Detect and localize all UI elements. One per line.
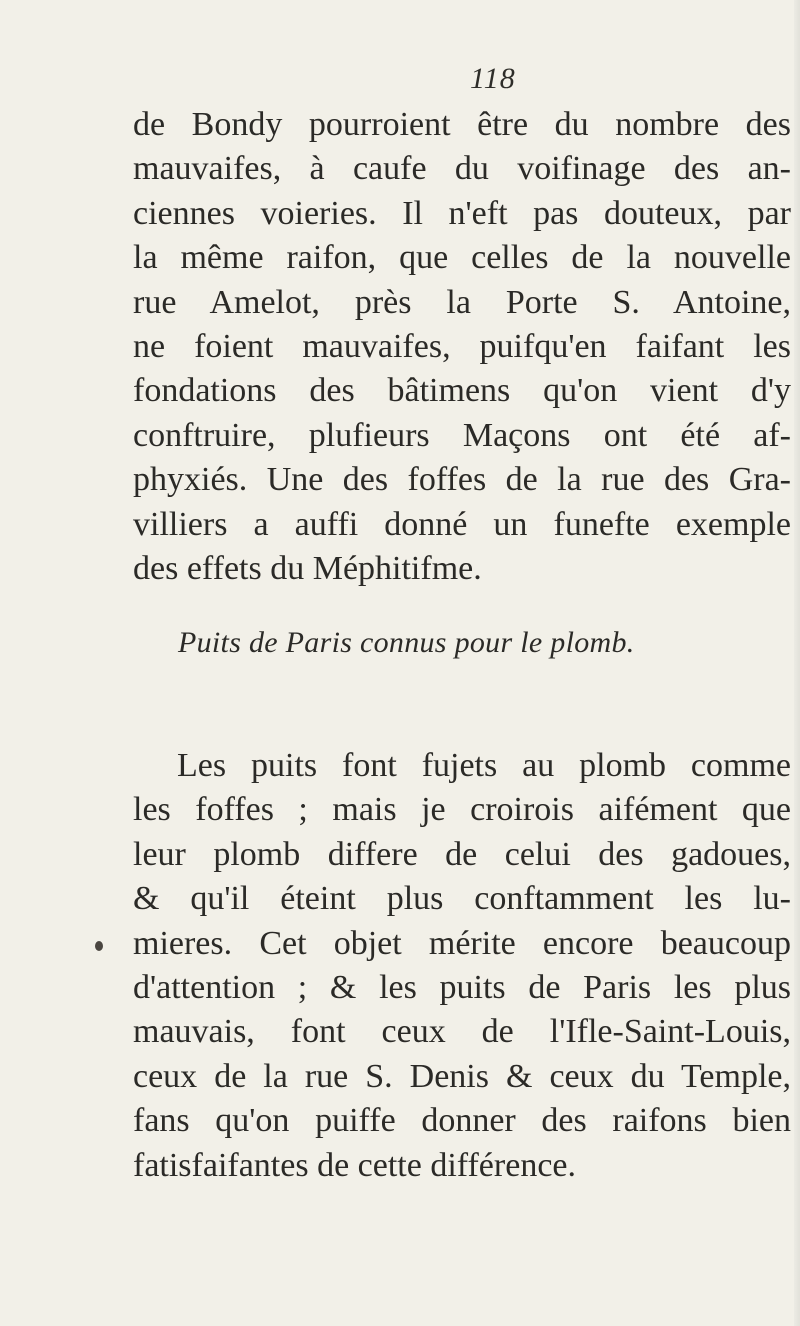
paragraph-line: phyxiés. Une des foffes de la rue des Gra- [133,461,791,499]
paragraph-line: les foffes ; mais je croirois aifément que [133,791,791,829]
paragraph-line: fans qu'on puiffe donner des raifons bien [133,1102,791,1140]
paragraph-line: d'attention ; & les puits de Paris les plus [133,968,791,1006]
paragraph-line: ciennes voieries. Il n'eft pas douteux, par [133,194,791,232]
paragraph-line: mieres. Cet objet mérite encore beaucoup [133,924,791,962]
paragraph-2 [133,744,791,1188]
paragraph-line: leur plomb differe de celui des gadoues, [133,835,791,873]
paragraph-line: mauvaifes, à caufe du voifinage des an- [133,150,791,188]
paragraph-line: ne foient mauvaifes, puifqu'en faifant les [133,327,791,365]
paragraph-line: rue Amelot, près la Porte S. Antoine, [133,283,791,321]
paragraph-line: Les puits font fujets au plomb comme [177,747,791,784]
paragraph-line: des effets du Méphitifme. [133,549,482,587]
page-edge [794,0,800,1326]
paragraph-line: la même raifon, que celles de la nouvelle [133,239,791,277]
paragraph-line: fondations des bâtimens qu'on vient d'y [133,372,791,410]
paragraph-line: conftruire, plufieurs Maçons ont été af- [133,416,791,454]
paragraph-line: ceux de la rue S. Denis & ceux du Temple, [133,1057,791,1095]
paragraph-line: & qu'il éteint plus conftamment les lu- [133,880,791,918]
section-heading: Puits de Paris connus pour le plomb. [178,626,635,659]
paragraph-line: villiers a auffi donné un funefte exemple [133,505,791,543]
paragraph-line: de Bondy pourroient être du nombre des [133,106,791,143]
ink-spot [95,941,103,951]
paragraph-1 [133,103,791,591]
paragraph-line: mauvais, font ceux de l'Ifle-Saint-Louis, [133,1013,791,1051]
paragraph-line: fatisfaifantes de cette différence. [133,1146,576,1184]
page-number: 118 [470,62,516,95]
